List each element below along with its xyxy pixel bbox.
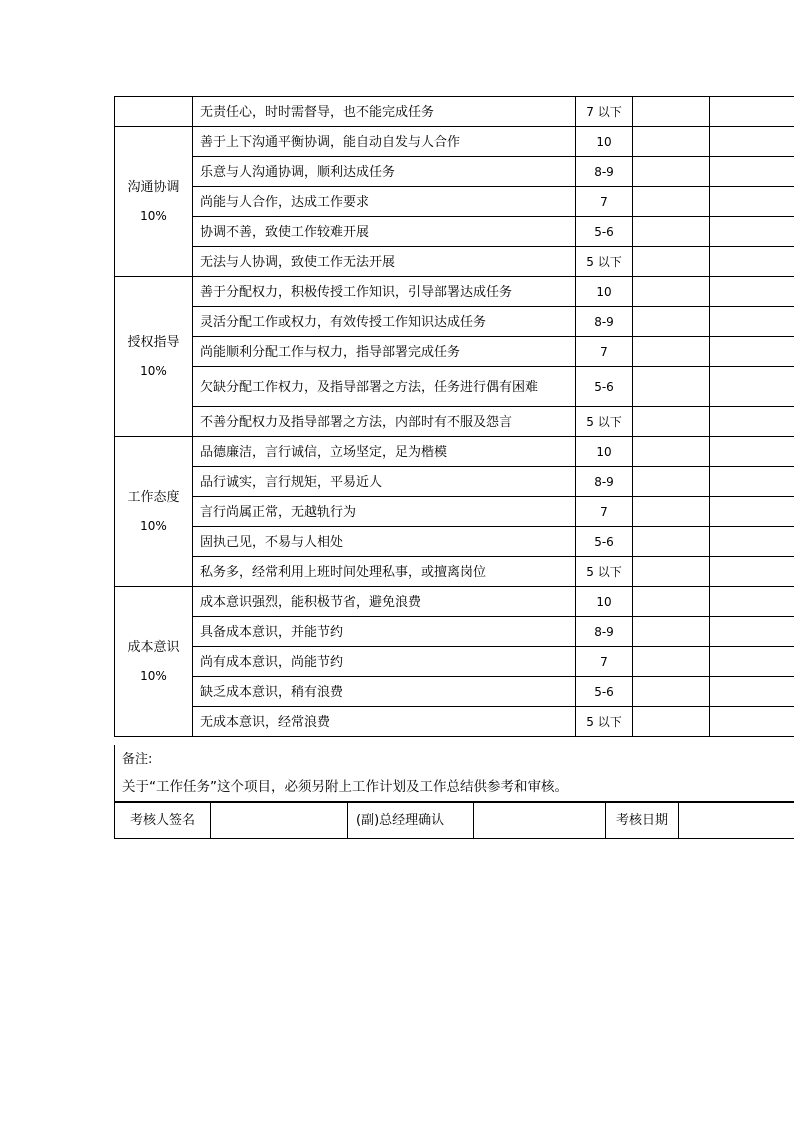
appraiser-signature-label: 考核人签名 [115, 803, 211, 839]
category-cell [115, 277, 193, 437]
notes-section [114, 745, 794, 802]
table-row [115, 467, 794, 497]
self-score-cell[interactable] [633, 497, 710, 527]
self-score-cell[interactable] [633, 367, 710, 407]
score-range: 10 [576, 437, 633, 467]
appraisal-date-field[interactable] [679, 803, 794, 839]
table-row [115, 127, 794, 157]
category-weight: 10% [140, 668, 167, 683]
category-weight: 10% [140, 518, 167, 533]
score-range: 8-9 [576, 617, 633, 647]
criteria-text: 尚能顺利分配工作与权力，指导部署完成任务 [193, 337, 576, 367]
category-weight: 10% [140, 363, 167, 378]
category-cell [115, 437, 193, 587]
reviewer-score-cell[interactable] [710, 97, 794, 127]
signature-row [115, 803, 794, 839]
score-range: 5-6 [576, 527, 633, 557]
notes-title: 备注: [122, 752, 153, 767]
self-score-cell[interactable] [633, 407, 710, 437]
criteria-text: 协调不善，致使工作较难开展 [193, 217, 576, 247]
self-score-cell[interactable] [633, 247, 710, 277]
self-score-cell[interactable] [633, 437, 710, 467]
score-range: 7 [576, 187, 633, 217]
table-row [115, 407, 794, 437]
self-score-cell[interactable] [633, 187, 710, 217]
table-row [115, 617, 794, 647]
manager-confirm-field[interactable] [474, 803, 606, 839]
score-range: 8-9 [576, 307, 633, 337]
self-score-cell[interactable] [633, 677, 710, 707]
criteria-text: 无责任心，时时需督导，也不能完成任务 [193, 97, 576, 127]
self-score-cell[interactable] [633, 467, 710, 497]
table-row [115, 97, 794, 127]
reviewer-score-cell[interactable] [710, 187, 794, 217]
evaluation-table [114, 96, 794, 737]
category-cell [115, 587, 193, 737]
criteria-text: 善于分配权力，积极传授工作知识，引导部署达成任务 [193, 277, 576, 307]
reviewer-score-cell[interactable] [710, 437, 794, 467]
score-range: 10 [576, 127, 633, 157]
self-score-cell[interactable] [633, 337, 710, 367]
criteria-text: 不善分配权力及指导部署之方法，内部时有不服及怨言 [193, 407, 576, 437]
criteria-text: 欠缺分配工作权力，及指导部署之方法，任务进行偶有困难 [193, 367, 576, 407]
score-range: 7 以下 [576, 97, 633, 127]
category-cell [115, 97, 193, 127]
self-score-cell[interactable] [633, 527, 710, 557]
table-row [115, 277, 794, 307]
score-range: 5-6 [576, 367, 633, 407]
reviewer-score-cell[interactable] [710, 407, 794, 437]
score-range: 7 [576, 337, 633, 367]
category-weight: 10% [140, 208, 167, 223]
criteria-text: 具备成本意识，并能节约 [193, 617, 576, 647]
reviewer-score-cell[interactable] [710, 617, 794, 647]
table-row [115, 707, 794, 737]
signature-table [114, 802, 794, 839]
self-score-cell[interactable] [633, 557, 710, 587]
table-row [115, 217, 794, 247]
table-row [115, 497, 794, 527]
score-range: 5 以下 [576, 247, 633, 277]
self-score-cell[interactable] [633, 277, 710, 307]
reviewer-score-cell[interactable] [710, 367, 794, 407]
score-range: 10 [576, 587, 633, 617]
criteria-text: 乐意与人沟通协调，顺利达成任务 [193, 157, 576, 187]
criteria-text: 无成本意识，经常浪费 [193, 707, 576, 737]
score-range: 8-9 [576, 467, 633, 497]
criteria-text: 品行诚实，言行规矩，平易近人 [193, 467, 576, 497]
self-score-cell[interactable] [633, 707, 710, 737]
criteria-text: 品德廉洁，言行诚信，立场坚定，足为楷模 [193, 437, 576, 467]
self-score-cell[interactable] [633, 617, 710, 647]
self-score-cell[interactable] [633, 157, 710, 187]
self-score-cell[interactable] [633, 217, 710, 247]
table-row [115, 677, 794, 707]
category-name: 工作态度 [127, 489, 180, 505]
reviewer-score-cell[interactable] [710, 337, 794, 367]
reviewer-score-cell[interactable] [710, 707, 794, 737]
category-name: 沟通协调 [127, 179, 180, 195]
reviewer-score-cell[interactable] [710, 557, 794, 587]
appraiser-signature-field[interactable] [211, 803, 348, 839]
table-row [115, 187, 794, 217]
table-row [115, 307, 794, 337]
score-range: 7 [576, 647, 633, 677]
reviewer-score-cell[interactable] [710, 247, 794, 277]
score-range: 8-9 [576, 157, 633, 187]
score-range: 5-6 [576, 677, 633, 707]
table-row [115, 587, 794, 617]
self-score-cell[interactable] [633, 307, 710, 337]
criteria-text: 固执己见，不易与人相处 [193, 527, 576, 557]
reviewer-score-cell[interactable] [710, 127, 794, 157]
criteria-text: 尚有成本意识，尚能节约 [193, 647, 576, 677]
criteria-text: 尚能与人合作，达成工作要求 [193, 187, 576, 217]
self-score-cell[interactable] [633, 587, 710, 617]
table-row [115, 157, 794, 187]
criteria-text: 缺乏成本意识，稍有浪费 [193, 677, 576, 707]
criteria-text: 言行尚属正常，无越轨行为 [193, 497, 576, 527]
table-row [115, 557, 794, 587]
reviewer-score-cell[interactable] [710, 497, 794, 527]
category-name: 成本意识 [127, 639, 180, 655]
reviewer-score-cell[interactable] [710, 307, 794, 337]
score-range: 5 以下 [576, 557, 633, 587]
criteria-text: 无法与人协调，致使工作无法开展 [193, 247, 576, 277]
score-range: 7 [576, 497, 633, 527]
reviewer-score-cell[interactable] [710, 217, 794, 247]
reviewer-score-cell[interactable] [710, 277, 794, 307]
table-row [115, 527, 794, 557]
category-name: 授权指导 [127, 334, 180, 350]
reviewer-score-cell[interactable] [710, 677, 794, 707]
criteria-text: 灵活分配工作或权力，有效传授工作知识达成任务 [193, 307, 576, 337]
self-score-cell[interactable] [633, 127, 710, 157]
table-row [115, 337, 794, 367]
notes-text: 关于“工作任务”这个项目，必须另附上工作计划及工作总结供参考和审核。 [122, 779, 568, 795]
reviewer-score-cell[interactable] [710, 157, 794, 187]
criteria-text: 善于上下沟通平衡协调，能自动自发与人合作 [193, 127, 576, 157]
score-range: 10 [576, 277, 633, 307]
criteria-text: 私务多，经常利用上班时间处理私事，或擅离岗位 [193, 557, 576, 587]
score-range: 5-6 [576, 217, 633, 247]
manager-confirm-label: (副)总经理确认 [348, 803, 474, 839]
table-row [115, 247, 794, 277]
table-row [115, 647, 794, 677]
self-score-cell[interactable] [633, 97, 710, 127]
reviewer-score-cell[interactable] [710, 467, 794, 497]
reviewer-score-cell[interactable] [710, 647, 794, 677]
category-cell [115, 127, 193, 277]
criteria-text: 成本意识强烈，能积极节省，避免浪费 [193, 587, 576, 617]
table-row [115, 367, 794, 407]
self-score-cell[interactable] [633, 647, 710, 677]
table-row [115, 437, 794, 467]
score-range: 5 以下 [576, 707, 633, 737]
appraisal-date-label: 考核日期 [606, 803, 679, 839]
reviewer-score-cell[interactable] [710, 587, 794, 617]
reviewer-score-cell[interactable] [710, 527, 794, 557]
score-range: 5 以下 [576, 407, 633, 437]
